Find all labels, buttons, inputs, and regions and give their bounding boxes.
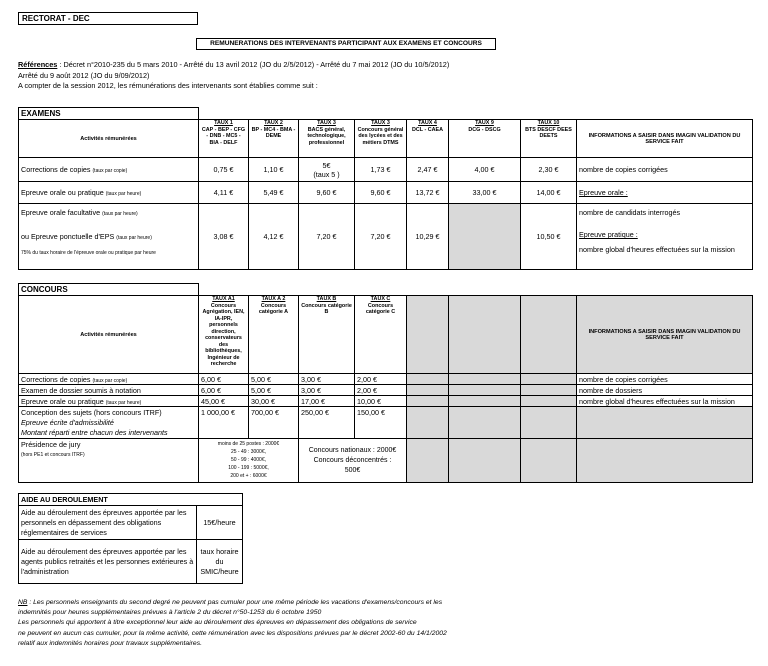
table-row: Aide au déroulement des épreuves apportée par les agents publics retraités et les personnes extérieures à l'administration taux horaire du SMIC/heure bbox=[19, 540, 243, 584]
concours-col-a2: TAUX A 2 Concours catégorie A bbox=[249, 296, 299, 374]
examens-table bbox=[18, 107, 753, 270]
table-row: Corrections de copies (taux par copie) 0,75 € 1,10 € 5€ (taux 5 ) 1,73 € 2,47 € 4,00 € 2,30 € nombre de copies corrigées bbox=[19, 158, 753, 182]
concours-table bbox=[18, 283, 753, 483]
table-row: Corrections de copies (taux par copie) 6,00 € 5,00 € 3,00 € 2,00 € nombre de copies corrigées bbox=[19, 374, 753, 385]
concours-col-b: TAUX B Concours catégorie B bbox=[299, 296, 355, 374]
references-line2: Arrêté du 9 août 2012 (JO du 9/09/2012) bbox=[18, 70, 150, 80]
examens-col-2: TAUX 2 BP - MC4 - BMA - DEME bbox=[249, 120, 299, 158]
table-row: Aide au déroulement des épreuves apportée par les personnels en dépassement des obligations réglementaires de services 15€/heure bbox=[19, 506, 243, 540]
examens-activities-label: Activités rémunérées bbox=[19, 120, 199, 158]
aide-table bbox=[18, 493, 243, 584]
concours-info-header: INFORMATIONS A SAISIR DANS IMAGIN VALIDATION DU SERVICE FAIT bbox=[577, 296, 753, 374]
concours-col-a1: TAUX A1 Concours Agrégation, IEN, IA-IPR, personnels direction, conservateurs des bibliothèques, Ingénieur de recherche bbox=[199, 296, 249, 374]
references-block bbox=[18, 60, 758, 92]
aide-section-title: AIDE AU DEROULEMENT bbox=[19, 494, 243, 506]
page-title: REMUNERATIONS DES INTERVENANTS PARTICIPANT AUX EXAMENS ET CONCOURS bbox=[196, 38, 496, 50]
concours-col-c: TAUX C Concours catégorie C bbox=[355, 296, 407, 374]
table-row: Epreuve orale ou pratique (taux par heure) 45,00 € 30,00 € 17,00 € 10,00 € nombre global d'heures effectuées sur la mission bbox=[19, 396, 753, 407]
examens-info-header: INFORMATIONS A SAISIR DANS IMAGIN VALIDATION DU SERVICE FAIT bbox=[577, 120, 753, 158]
table-row: Examen de dossier soumis à notation 6,00 € 5,00 € 3,00 € 2,00 € nombre de dossiers bbox=[19, 385, 753, 396]
examens-col-7: TAUX 10 BTS DESCF DEES DEETS bbox=[521, 120, 577, 158]
examens-col-1: TAUX 1 CAP - BEP - CFG - DNB - MC5 - BIA - DELF bbox=[199, 120, 249, 158]
references-line1: : Décret n°2010-235 du 5 mars 2010 - Arrêté du 13 avril 2012 (JO du 2/5/2012) - Arrêté du 7 mai 2012 (JO du 10/5/2012) bbox=[57, 60, 450, 69]
table-row: Epreuve orale facultative (taux par heure) ou Epreuve ponctuelle d'EPS (taux par heure) 75% du taux horaire de l'épreuve orale ou pratique par heure 3,08 € 4,12 € 7,20 € 7,20 € 10,29 € 10,50 € nombre de candidats interrogés Epreuve pratique : nombre global d'heures effectuées sur la mission bbox=[19, 204, 753, 270]
concours-section-title: CONCOURS bbox=[19, 284, 199, 296]
references-label: Références bbox=[18, 60, 58, 69]
table-row: Conception des sujets (hors concours ITRF) Epreuve écrite d'admissibilité Montant réparti entre chacun des intervenants 1 000,00 € 700,00 € 250,00 € 150,00 € bbox=[19, 407, 753, 439]
examens-col-3: TAUX 3 BACS général, technologique, professionnel bbox=[299, 120, 355, 158]
examens-col-4: TAUX 3 Concours général des lycées et des métiers DTMS bbox=[355, 120, 407, 158]
references-line3: A compter de la session 2012, les rémunérations des intervenants sont établies comme suit : bbox=[18, 81, 318, 90]
examens-section-title: EXAMENS bbox=[19, 108, 199, 120]
examens-col-6: TAUX 9 DCG - DSCG bbox=[449, 120, 521, 158]
concours-activities-label: Activités rémunérées bbox=[19, 296, 199, 374]
table-row: Présidence de jury (hors PE1 et concours ITRF) moins de 25 postes : 2000€ 25 - 49 : 3000€, 50 - 99 : 4000€, 100 - 199 : 5000€, 200 et + : 6000€ Concours nationaux : 2000€ Concours déconcentrés : 500€ bbox=[19, 439, 753, 483]
examens-col-5: TAUX 4 DCL - CAEA bbox=[407, 120, 449, 158]
table-row: Epreuve orale ou pratique (taux par heure) 4,11 € 5,49 € 9,60 € 9,60 € 13,72 € 33,00 € 14,00 € Epreuve orale : bbox=[19, 182, 753, 204]
nb-notes: NB : Les personnels enseignants du second degré ne peuvent pas cumuler pour une même période les vacations d'examens/concours et les indemnités pour heures supplémentaires prévues à l'article 2 du décret n°50-1253 du 6 octobre 1950 Les personnels qui apportent à titre exceptionnel leur aide au déroulement des épreuves en dépassement des obligations de service ne peuvent en aucun cas cumuler, pour la même activité, cette rémunération avec les dispositions prévues par le décret 2002-60 du 14/1/2002 relatif aux indemnités horaires pour travaux supplémentaires. bbox=[18, 599, 447, 647]
rectorat-label: RECTORAT - DEC bbox=[18, 12, 198, 25]
